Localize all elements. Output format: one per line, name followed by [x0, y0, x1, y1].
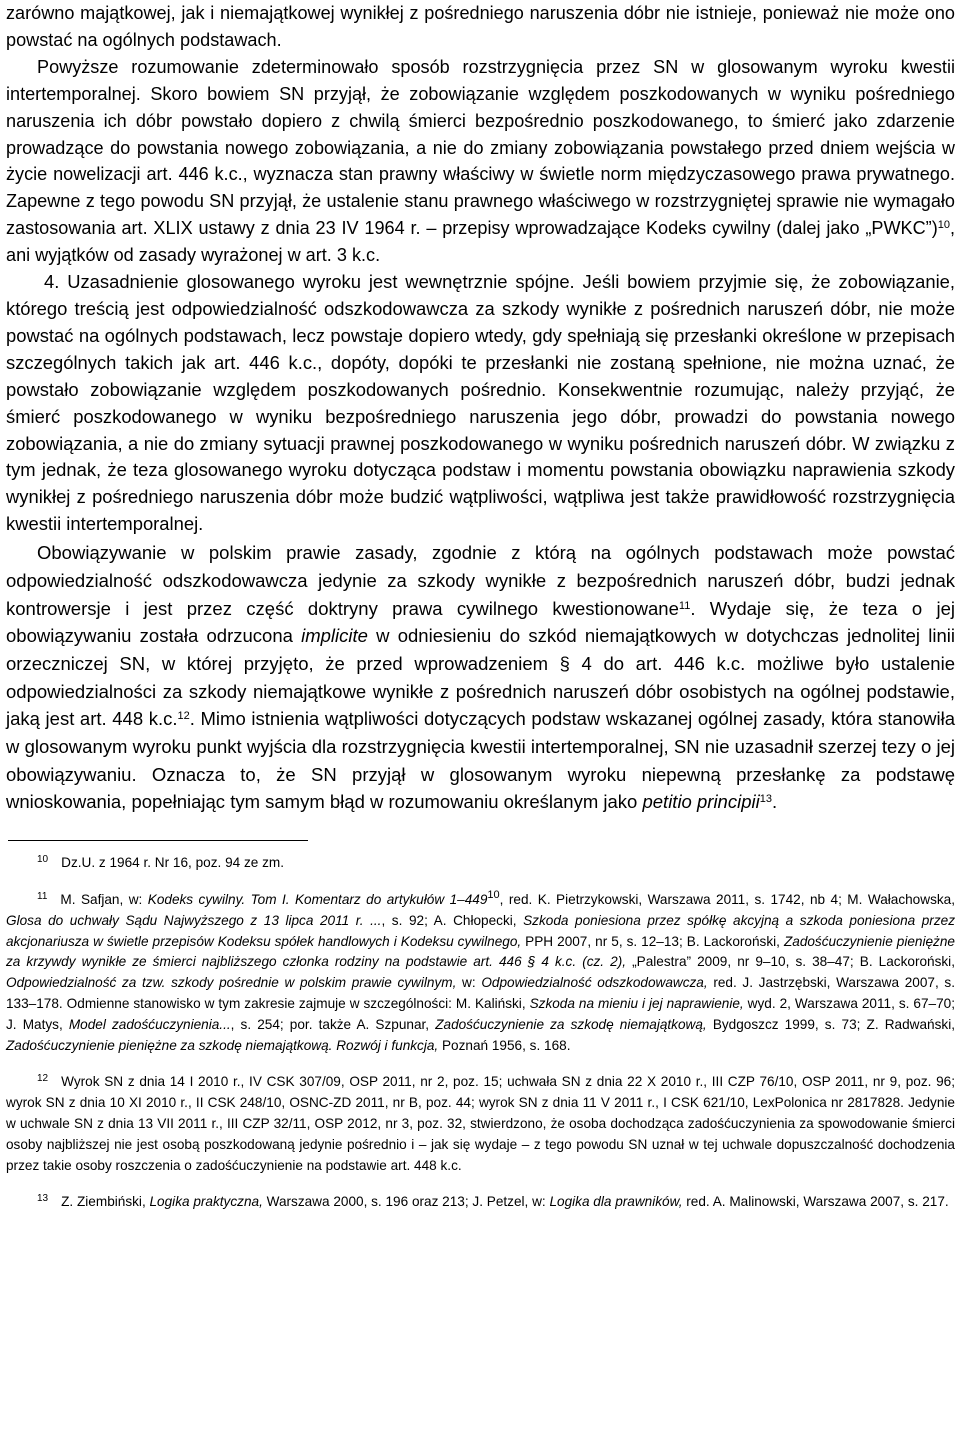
footnote-11-text: wyd. 2, Warszawa 2011, s. 67–70; J. Matys,: [6, 995, 955, 1032]
paragraph-4-italic-implicite: implicite: [301, 625, 368, 647]
paragraph-3: 4. Uzasadnienie glosowanego wyroku jest wewnętrznie spójne. Jeśli bowiem przyjmie się, że zobowiązanie, którego treścią jest odpowiedzialność odszkodowawcza za szkody wynikłe z pośrednich naruszeń dóbr, nie może powstać na ogólnych podstawach, lecz powstaje dopiero wtedy, gdy spełniają się przesłanki określone w przepisach szczególnych takich jak art. 446 k.c., dopóty, dopóki te przesłanki nie zostaną spełnione, nie można uznać, że powstało zobowiązanie względem poszkodowanych pośrednio. Konsekwentnie rozumując, należy przyjąć, że śmierć poszkodowanego w wyniku bezpośredniego naruszenia jego dóbr, prowadzi do powstania nowego zobowiązania, a nie do zmiany sytuacji prawnej poszkodowanego w wyniku pośrednich naruszeń dóbr. W związku z tym jednak, że teza glosowanego wyroku dotycząca podstaw i momentu powstania obowiązku naprawienia szkody wynikłej z pośredniego naruszenia dóbr może budzić wątpliwości, wątpliwa jest także prawidłowość rozstrzygnięcia kwestii intertemporalnej.: [6, 271, 955, 535]
footnote-13-number: 13: [37, 1193, 49, 1205]
footnote-10-number: 10: [37, 854, 49, 866]
paragraph-2-text-b: , ani wyjątków od zasady wyrażonej w art. 3 k.c.: [6, 218, 955, 266]
paragraph-2: [6, 54, 955, 269]
footnote-13-text: Warszawa 2000, s. 196 oraz 213; J. Petzel, w:: [262, 1194, 550, 1210]
footnote-separator: [8, 840, 308, 841]
footnote-11: [6, 890, 955, 1056]
footnote-11-text: red. J. Jastrzębski, Warszawa 2007, s. 133–178. Odmienne stanowisko w tym zakresie zajmuje w szczególności: M. Kaliński,: [6, 975, 955, 1011]
footnote-11-title: Model zadośćuczynienia...: [68, 1016, 231, 1032]
paragraph-2-text-a: Powyższe rozumowanie zdeterminowało sposób rozstrzygnięcia przez SN w glosowanym wyroku kwestii intertemporalnej. Skoro bowiem SN przyjął, że zobowiązanie względem poszkodowanych w wyniku pośredniego naruszenia ich dóbr powstało dopiero z chwilą śmierci bezpośrednio poszkodowanego, to śmierć jako zdarzenie prowadzące do powstania nowego zobowiązania, a nie do zmiany zobowiązania powstałego przed dniem wejścia w życie nowelizacji art. 446 k.c., wyznacza stan prawny właściwy w świetle norm międzyczasowego prawa prywatnego. Zapewne z tego powodu SN przyjął, że ustalenie stanu prawnego właściwego w rozstrzygniętej sprawie nie wymagało zastosowania art. XLIX ustawy z dnia 23 IV 1964 r. – przepisy wprowadzające Kodeks cywilny (dalej jako „PWKC”): [6, 56, 955, 239]
footnote-ref-11[interactable]: 11: [678, 599, 691, 612]
footnote-10-text: Dz.U. z 1964 r. Nr 16, poz. 94 ze zm.: [61, 855, 285, 871]
footnote-11-title: Zadośćuczynienie pieniężne za krzywdy wynikłe ze śmierci najbliższego członka rodziny na podstawie art. 446 § 4 k.c. (cz. 2),: [6, 933, 955, 970]
footnote-ref-10[interactable]: 10: [937, 219, 950, 232]
footnote-11-number: 11: [37, 890, 48, 902]
footnote-11-text: „Palestra” 2009, nr 9–10, s. 38–47; B. Lackoroński,: [626, 954, 955, 970]
footnote-11-text: M. Safjan, w:: [60, 891, 148, 907]
main-text: [6, 0, 955, 816]
footnote-11-text: PPH 2007, nr 5, s. 12–13; B. Lackoroński,: [521, 933, 784, 949]
paragraph-4-text-e: .: [771, 791, 778, 813]
paragraph-4-text-c: w odniesieniu do szkód niemajątkowych w dotychczas jednolitej linii orzeczniczej SN, w której przyjęto, że przed wprowadzeniem § 4 do art. 446 k.c. możliwe było ustalenie odpowiedzialności za szkody niemajątkowe wynikłe z pośrednich naruszeń dóbr osobistych na ogólnej podstawie, jaką jest art. 448 k.c.: [6, 625, 955, 730]
footnote-11-title: Glosa do uchwały Sądu Najwyższego z 13 lipca 2011 r. ...: [6, 912, 382, 928]
paragraph-1: zarówno majątkowej, jak i niemajątkowej wynikłej z pośredniego naruszenia dóbr nie istnieje, ponieważ nie może ono powstać na ogólnych podstawach.: [6, 3, 955, 50]
paragraph-4: [6, 539, 955, 816]
paragraph-4-text-a: Obowiązywanie w polskim prawie zasady, zgodnie z którą na ogólnych podstawach może powstać odpowiedzialność odszkodowawcza jedynie za szkody wynikłe z bezpośrednich naruszeń dóbr, budzi jednak kontrowersje i jest przez część doktryny prawa cywilnego kwestionowane: [6, 542, 955, 619]
footnote-11-title: Zadośćuczynienie pieniężne za szkodę niemajątkową. Rozwój i funkcja,: [6, 1037, 439, 1053]
footnote-11-text: Bydgoszcz 1999, s. 73; Z. Radwański,: [706, 1016, 955, 1032]
paragraph-4-text-b: . Wydaje się, że teza o jej obowiązywaniu została odrzucona: [6, 597, 955, 647]
footnote-12: [6, 1072, 955, 1176]
footnote-11-edition-sup: 10: [487, 888, 500, 901]
footnote-11-text: , red. K. Pietrzykowski, Warszawa 2011, s. 1742, nb 4; M. Wałachowska,: [499, 891, 955, 907]
paragraph-4-italic-petitio: petitio principii: [642, 791, 760, 813]
paragraph-4-text-d: . Mimo istnienia wątpliwości dotyczących podstaw wskazanej ogólnej zasady, która stanowiła w glosowanym wyroku punkt wyjścia dla rozstrzygnięcia kwestii intertemporalnej, SN nie uzasadnił szerzej tezy o jej obowiązywaniu. Oznacza to, że SN przyjął w glosowanym wyroku niepewną przesłankę za podstawę wnioskowania, popełniając tym samym błąd w rozumowaniu określanym jako: [6, 708, 955, 813]
footnote-13-title: Logika praktyczna,: [149, 1194, 263, 1210]
footnote-10: [6, 853, 955, 874]
footnote-11-title: Szkoda na mieniu i jej naprawienie,: [529, 995, 744, 1011]
footnote-ref-13[interactable]: 13: [759, 793, 772, 806]
footnote-11-title: Odpowiedzialność za tzw. szkody pośrednie w polskim prawie cywilnym,: [6, 975, 457, 991]
footnote-11-text: , s. 254; por. także A. Szpunar,: [230, 1016, 436, 1032]
footnote-11-text: w:: [456, 975, 482, 991]
footnote-13-text: red. A. Malinowski, Warszawa 2007, s. 217.: [682, 1194, 949, 1210]
footnote-11-text: , s. 92; A. Chłopecki,: [381, 912, 524, 928]
footnote-11-title: Kodeks cywilny. Tom I. Komentarz do artykułów 1–449: [147, 891, 488, 907]
footnote-12-number: 12: [37, 1073, 49, 1085]
footnote-ref-12[interactable]: 12: [177, 710, 190, 723]
footnote-11-text: Poznań 1956, s. 168.: [438, 1037, 571, 1053]
footnote-13-text: Z. Ziembiński,: [61, 1194, 150, 1210]
footnote-11-title: Odpowiedzialność odszkodowawcza,: [481, 975, 708, 991]
footnote-13-title: Logika dla prawników,: [549, 1194, 683, 1210]
footnote-12-text: Wyrok SN z dnia 14 I 2010 r., IV CSK 307/09, OSP 2011, nr 2, poz. 15; uchwała SN z dnia 22 X 2010 r., III CZP 76/10, OSP 2011, nr 9, poz. 96; wyrok SN z dnia 10 XI 2010 r., II CSK 248/10, OSNC-ZD 2011, nr B, poz. 44; wyrok SN z dnia 11 V 2011 r., I CSK 621/10, LexPolonica nr 2817828. Jedynie w uchwale SN z dnia 13 VII 2011 r., III CZP 32/11, OSP 2012, nr 3, poz. 32, stwierdzono, że osoba dochodząca zadośćuczynienia za spowodowanie śmierci osoby najbliższej nie jest osobą poszkodowaną jedynie pośrednio i – jak się wydaje – z tego powodu SN uznał w tej uchwale dopuszczalność dochodzenia przez takie osoby roszczenia o zadośćuczynienie na podstawie art. 448 k.c.: [6, 1074, 955, 1173]
footnote-13: [6, 1192, 955, 1213]
footnote-11-title: Zadośćuczynienie za szkodę niemajątkową,: [435, 1016, 707, 1032]
footnote-11-title: Szkoda poniesiona przez spółkę akcyjną a szkoda poniesiona przez akcjonariusza w świetle przepisów Kodeksu spółek handlowych i Kodeksu cywilnego,: [6, 912, 955, 949]
